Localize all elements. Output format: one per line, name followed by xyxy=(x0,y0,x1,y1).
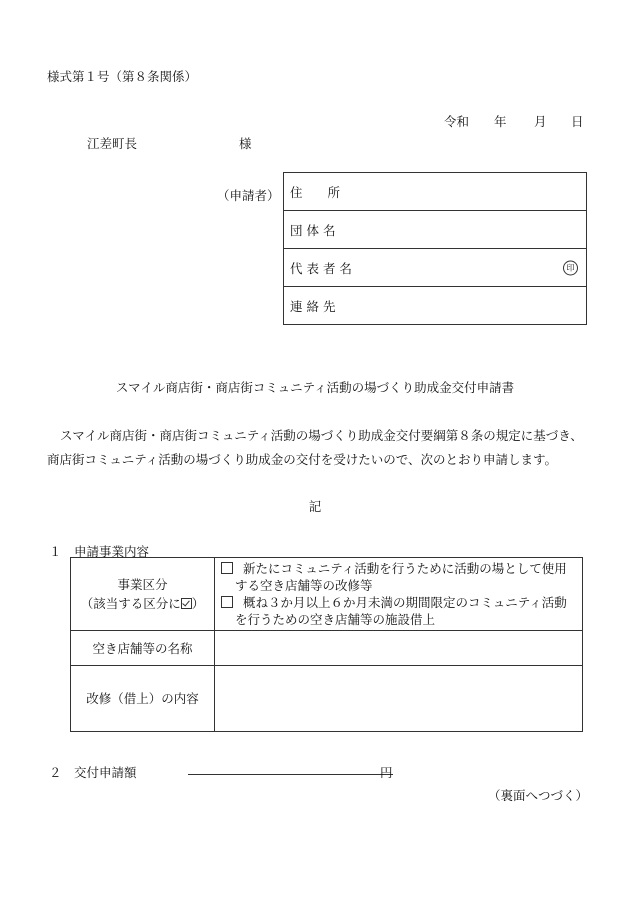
section1-title: 申請事業内容 xyxy=(74,544,150,559)
date-year: 年 xyxy=(494,114,507,129)
shop-name-label: 空き店舗等の名称 xyxy=(71,631,215,666)
amount-field[interactable] xyxy=(188,774,393,775)
applicant-label: （申請者） xyxy=(217,188,280,203)
addressee-name: 江差町長 xyxy=(87,136,138,151)
date-day: 日 xyxy=(571,114,584,129)
ki-label: 記 xyxy=(308,499,322,514)
category-options-cell xyxy=(215,558,583,631)
applicant-rep-row[interactable] xyxy=(284,249,587,287)
application-table xyxy=(70,557,583,732)
section1-number: １ xyxy=(49,544,62,559)
content-label: 改修（借上）の内容 xyxy=(71,666,215,732)
checked-box-icon xyxy=(181,598,192,609)
body-line-2: 商店街コミュニティ活動の場づくり助成金の交付を受けたいので、次のとおり申請します。 xyxy=(47,452,558,467)
applicant-org-row[interactable] xyxy=(284,211,587,249)
amount-unit: 円 xyxy=(380,765,393,780)
section2-title: 交付申請額 xyxy=(74,765,137,780)
checkbox-icon[interactable] xyxy=(221,596,233,608)
category-label: 事業区分 xyxy=(117,577,168,592)
shop-name-field[interactable] xyxy=(215,631,583,666)
body-paragraph xyxy=(47,424,592,472)
category-hint xyxy=(72,594,213,613)
document-title: スマイル商店街・商店街コミュニティ活動の場づくり助成金交付申請書 xyxy=(115,380,515,395)
category-hint-close: ） xyxy=(191,596,205,611)
option-lease-line1: 概ね３か月以上６か月未満の期間限定のコミュニティ活動 xyxy=(243,595,567,610)
applicant-rep-label: 代 表 者 名 xyxy=(290,260,352,276)
form-number: 様式第１号（第８条関係） xyxy=(47,69,198,84)
option-renovation-line1: 新たにコミュニティ活動を行うために活動の場として使用 xyxy=(243,561,567,576)
option-lease-line2: を行うための空き店舗等の施設借上 xyxy=(235,612,436,627)
applicant-address-label: 住 所 xyxy=(290,184,341,200)
body-line-1: スマイル商店街・商店街コミュニティ活動の場づくり助成金交付要綱第８条の規定に基づき、 xyxy=(60,428,583,443)
applicant-contact-label: 連 絡 先 xyxy=(290,298,336,314)
applicant-org-label: 団 体 名 xyxy=(290,222,336,238)
checkbox-icon[interactable] xyxy=(221,562,233,574)
applicant-table xyxy=(283,172,587,325)
content-field[interactable] xyxy=(215,666,583,732)
section2-number: ２ xyxy=(49,765,62,780)
applicant-contact-row[interactable] xyxy=(284,287,587,325)
seal-mark: 印 xyxy=(563,260,578,275)
category-label-cell xyxy=(71,558,215,631)
option-lease[interactable] xyxy=(221,594,576,611)
date-era: 令和 xyxy=(444,114,470,129)
applicant-address-row[interactable] xyxy=(284,173,587,211)
option-renovation-line2: する空き店舗等の改修等 xyxy=(235,578,373,593)
continued-note: （裏面へつづく） xyxy=(488,788,589,803)
addressee-honorific: 様 xyxy=(239,136,252,151)
date-month: 月 xyxy=(534,114,547,129)
category-hint-text: （該当する区分に xyxy=(80,596,181,611)
option-renovation[interactable] xyxy=(221,560,576,577)
